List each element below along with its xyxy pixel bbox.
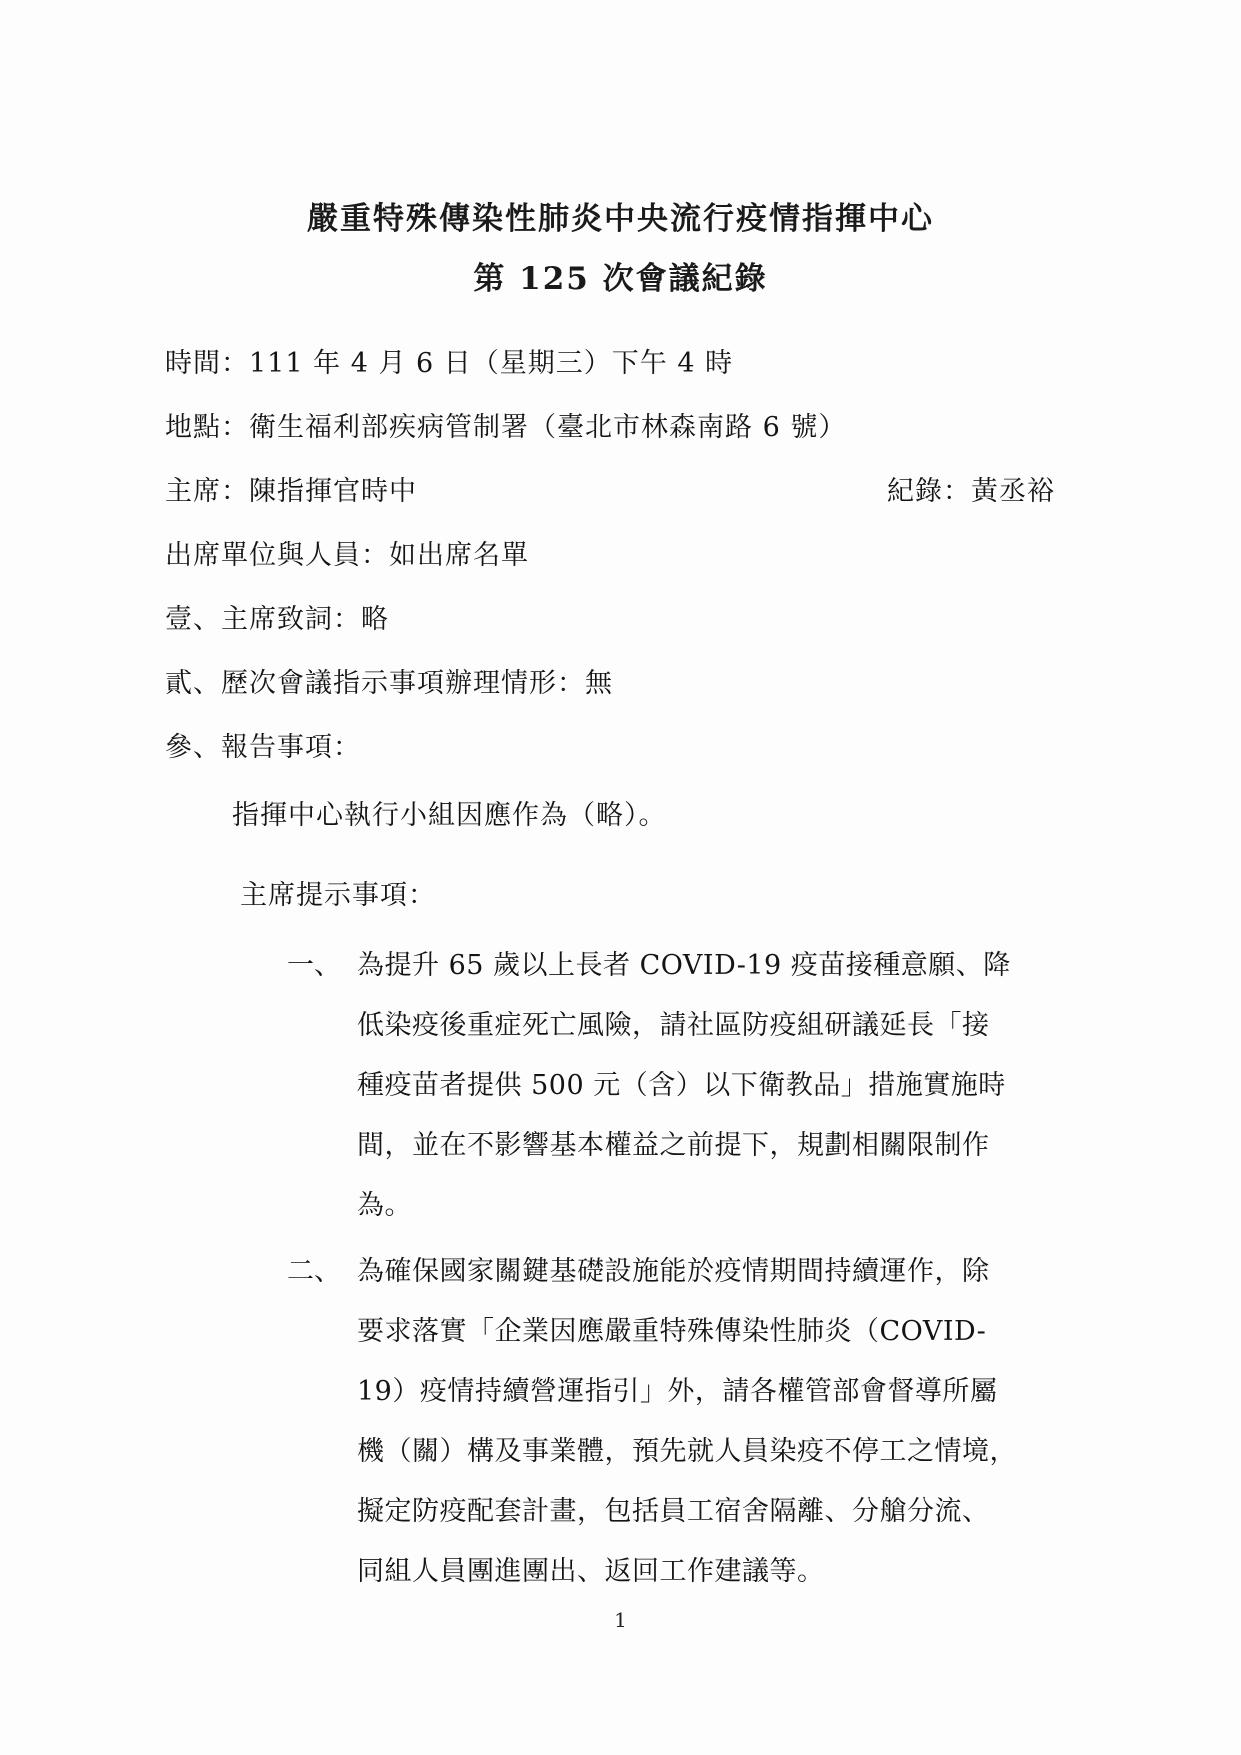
item-line: 為提升 65 歲以上長者 COVID-19 疫苗接種意願、降 — [357, 950, 1011, 981]
meeting-recorder: 紀錄：黃丞裕 — [887, 476, 1055, 507]
item-line: 19）疫情持續營運指引」外，請各權管部會督導所屬 — [357, 1376, 998, 1407]
item-line: 低染疫後重症死亡風險，請社區防疫組研議延長「接 — [357, 1010, 990, 1041]
attendees: 出席單位與人員：如出席名單 — [165, 540, 529, 571]
page-number: 1 — [614, 1608, 627, 1632]
item-line: 機（關）構及事業體，預先就人員染疫不停工之情境， — [357, 1436, 1017, 1467]
item-line: 擬定防疫配套計畫，包括員工宿舍隔離、分艙分流、 — [357, 1496, 990, 1527]
item-line: 種疫苗者提供 500 元（含）以下衛教品」措施實施時 — [357, 1070, 1006, 1101]
report-item: 指揮中心執行小組因應作為（略）。 — [232, 800, 667, 831]
section-reports: 參、報告事項： — [165, 732, 361, 763]
item-line: 為。 — [357, 1190, 412, 1221]
meeting-number-title: 第 125 次會議紀錄 — [473, 261, 768, 297]
meeting-location: 地點：衛生福利部疾病管制署（臺北市林森南路 6 號） — [165, 412, 847, 443]
document-title: 嚴重特殊傳染性肺炎中央流行疫情指揮中心 — [307, 201, 934, 237]
item-number: 一、 — [287, 950, 341, 981]
section-opening-remarks: 壹、主席致詞：略 — [165, 604, 389, 635]
meeting-chair: 主席：陳指揮官時中 — [165, 476, 417, 507]
item-number: 二、 — [287, 1256, 341, 1287]
item-line: 間，並在不影響基本權益之前提下，規劃相關限制作 — [357, 1130, 990, 1161]
meeting-time: 時間：111 年 4 月 6 日（星期三）下午 4 時 — [165, 348, 734, 379]
section-previous-instructions: 貳、歷次會議指示事項辦理情形：無 — [165, 668, 613, 699]
item-line: 同組人員團進團出、返回工作建議等。 — [357, 1556, 825, 1587]
item-line: 要求落實「企業因應嚴重特殊傳染性肺炎（COVID- — [357, 1316, 987, 1347]
item-line: 為確保國家關鍵基礎設施能於疫情期間持續運作，除 — [357, 1256, 990, 1287]
chair-instructions-heading: 主席提示事項： — [240, 880, 436, 911]
